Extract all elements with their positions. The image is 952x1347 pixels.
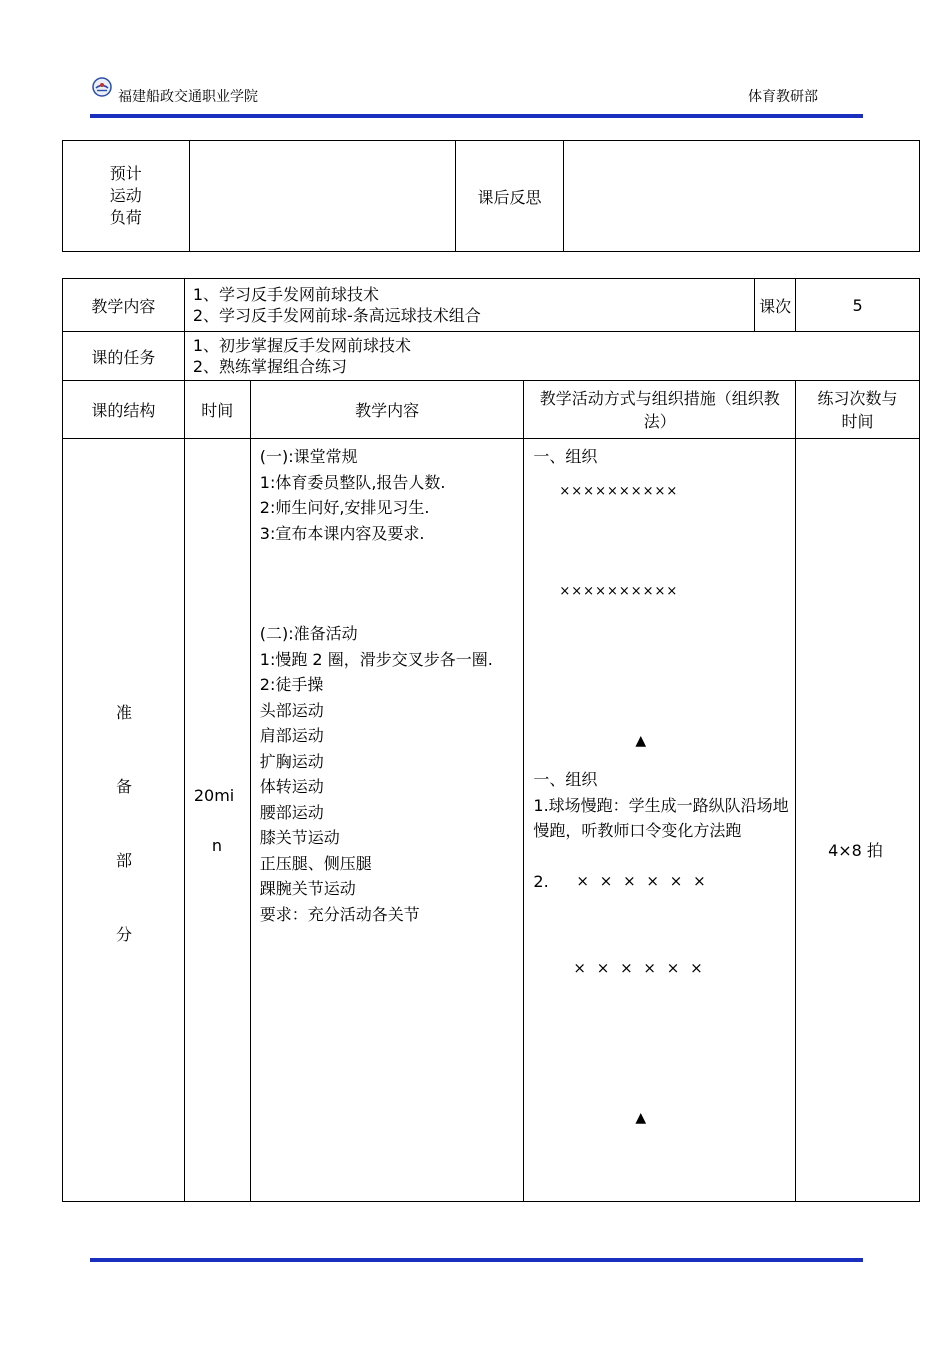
prep-practice-value: 4×8 拍 (828, 841, 883, 860)
formation-row: ×××××××××× (559, 584, 679, 599)
teacher-triangle: ▲ (635, 1110, 647, 1126)
prep-part-char: 准 (116, 703, 133, 722)
load-label: 预计 运动 负荷 (63, 141, 190, 252)
prep-time-line2: n (211, 836, 222, 855)
content-label: 教学内容 (63, 279, 185, 332)
formation-row: × × × × × × (573, 959, 703, 977)
reflection-value (564, 141, 920, 252)
col-content: 教学内容 (250, 381, 524, 439)
session-label: 课次 (755, 279, 796, 332)
formation-number: 2. (533, 872, 549, 891)
task-label: 课的任务 (63, 332, 185, 381)
org-jogging: 一、组织 1.球场慢跑：学生成一路纵队沿场地慢跑，听教师口令变化方法跑 (533, 770, 789, 840)
col-time: 时间 (184, 381, 250, 439)
org-heading-1: 一、组织 (533, 447, 598, 466)
reflection-label: 课后反思 (455, 141, 564, 252)
header-divider (90, 114, 863, 118)
school-name: 福建船政交通职业学院 (118, 89, 258, 105)
school-emblem-icon (92, 77, 112, 97)
prep-content-warmup: (二):准备活动 1:慢跑 2 圈，滑步交叉步各一圈. 2:徒手操 头部运动 肩部运动 扩胸运动 体转运动 腰部运动 膝关节运动 正压腿、侧压腿 踝腕关节运动 要求：充分活动各关节 (259, 624, 493, 924)
load-reflection-table (62, 140, 920, 252)
prep-part-char: 分 (116, 925, 133, 944)
content-lines: 1、学习反手发网前球技术 2、学习反手发网前球-条高远球技术组合 (184, 279, 754, 332)
department-name: 体育教研部 (748, 89, 818, 105)
formation-row: ×××××××××× (559, 484, 679, 499)
session-value: 5 (796, 279, 920, 332)
formation-row: × × × × × × (576, 872, 706, 890)
prep-time-cell (184, 439, 250, 1202)
prep-part-char: 部 (116, 851, 133, 870)
prep-content-routine: (一):课堂常规 1:体育委员整队,报告人数. 2:师生问好,安排见习生. 3:宣布本课内容及要求. (259, 447, 446, 543)
teacher-triangle: ▲ (635, 733, 647, 749)
prep-part-cell (63, 439, 185, 1202)
load-value (189, 141, 455, 252)
col-method: 教学活动方式与组织措施（组织教法） (524, 381, 796, 439)
task-lines: 1、初步掌握反手发网前球技术 2、熟练掌握组合练习 (184, 332, 919, 381)
footer-divider (90, 1258, 863, 1262)
col-structure: 课的结构 (63, 381, 185, 439)
prep-content-cell (250, 439, 524, 1202)
lesson-plan-table (62, 278, 920, 1202)
prep-time-line1: 20mi (193, 786, 235, 805)
prep-part-char: 备 (116, 777, 133, 796)
prep-method-cell (524, 439, 796, 1202)
prep-practice-cell (796, 439, 920, 1202)
col-practice: 练习次数与时间 (796, 381, 920, 439)
